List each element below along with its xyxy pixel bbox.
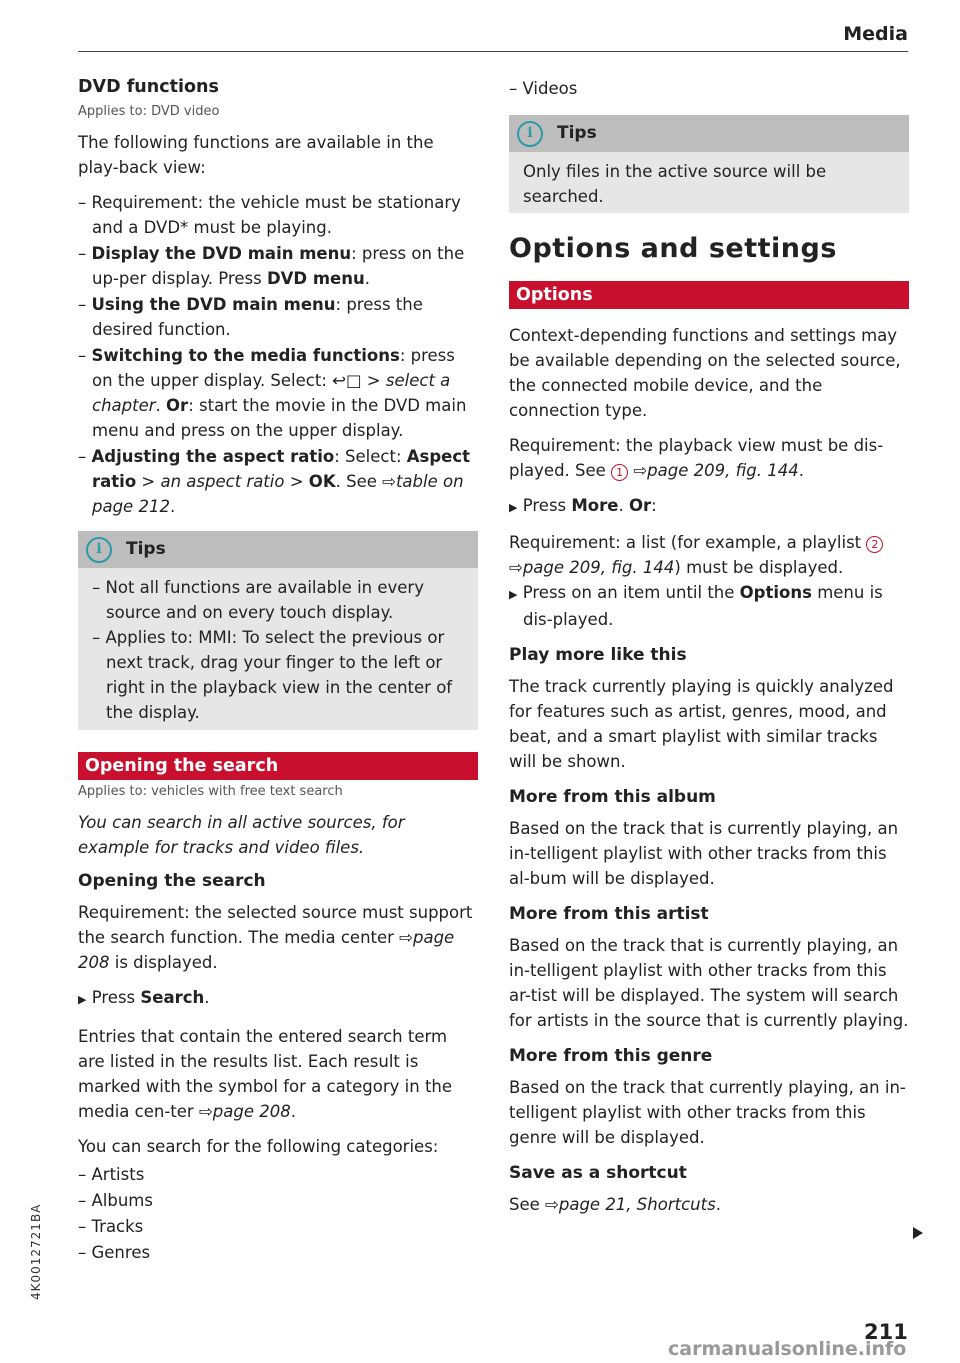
list-item: – Applies to: MMI: To select the previous or next track, drag your finger to the left or right in the playback view in the center of the display. — [92, 628, 453, 722]
cross-reference-link[interactable]: page 209, fig. 144 — [647, 461, 799, 480]
cross-reference-link[interactable]: page 21, Shortcuts — [558, 1195, 716, 1214]
back-icon: ↩□ — [332, 371, 362, 390]
list-item: – Requirement: the vehicle must be stationary and a DVD* must be playing. — [78, 193, 461, 237]
subsection-text: Based on the track that is currently playing, an in-telligent playlist with other tracks from this ar-tist will be displayed. The system will search for artists in the source that is currently playing. — [509, 936, 909, 1030]
callout-2-icon: 2 — [866, 536, 883, 553]
callout-1-icon: 1 — [611, 464, 628, 481]
list-item: – Not all functions are available in every source and on every touch display. — [92, 578, 424, 622]
options-bar: Options — [509, 281, 909, 309]
left-column — [78, 72, 478, 1266]
continue-arrow-icon — [913, 1227, 923, 1239]
subsection-text: The track currently playing is quickly analyzed for features such as artist, genres, mood, and beat, and a smart playlist with similar tracks will be shown. — [509, 677, 894, 771]
tips-header: i Tips — [78, 531, 478, 568]
instruction-step: ▶ Press Search. — [78, 988, 210, 1007]
cross-reference-link[interactable]: page 208 — [212, 1102, 291, 1121]
info-icon: i — [86, 537, 112, 563]
list-item: – Artists — [78, 1165, 145, 1184]
subsection-text: Based on the track that currently playing, an in-telligent playlist with other tracks from this genre will be displayed. — [509, 1078, 906, 1147]
instruction-step: ▶ Press More. Or: — [509, 496, 657, 515]
section-title: Media — [843, 23, 908, 45]
search-intro: You can search in all active sources, for example for tracks and video files. — [78, 813, 405, 857]
cross-reference-link[interactable]: table on page 212 — [92, 472, 464, 516]
bullet-icon: ▶ — [78, 993, 87, 1006]
header-rule — [78, 51, 908, 52]
subsection-heading: More from this artist — [509, 904, 709, 924]
tips-header: i Tips — [509, 115, 909, 152]
info-icon: i — [517, 121, 543, 147]
subsection-heading: More from this genre — [509, 1046, 713, 1066]
list-item: – Videos — [509, 79, 578, 98]
search-requirement: Requirement: the selected source must support the search function. The media center ⇨page 208 is displayed. — [78, 903, 473, 972]
watermark: carmanualsonline.info — [668, 1338, 907, 1360]
document-id: 4K0012721BA — [29, 1203, 43, 1300]
instruction-step: ▶ Press on an item until the Options menu is dis-played. — [509, 583, 883, 629]
subsection-text: Based on the track that is currently playing, an in-telligent playlist with other tracks from this al-bum will be displayed. — [509, 819, 899, 888]
entries-text: Entries that contain the entered search term are listed in the results list. Each result is marked with the symbol for a category in the media cen-ter ⇨page 208. — [78, 1027, 453, 1121]
right-column — [509, 76, 909, 1227]
dvd-functions-heading: DVD functions — [78, 77, 219, 97]
tips-box — [78, 531, 478, 730]
bullet-icon: ▶ — [509, 501, 518, 514]
search-applies: Applies to: vehicles with free text search — [78, 784, 343, 799]
requirement-list: Requirement: a list (for example, a playlist 2 ⇨page 209, fig. 144) must be displayed. — [509, 530, 909, 580]
list-item: – Genres — [78, 1243, 151, 1262]
shortcut-text: See ⇨page 21, Shortcuts. — [509, 1195, 721, 1214]
subsection-heading: More from this album — [509, 787, 716, 807]
list-item: – Display the DVD main menu: press on the up-per display. Press DVD menu. — [78, 244, 465, 288]
opening-search-heading: Opening the search — [78, 871, 266, 891]
list-item: – Switching to the media functions: press on the upper display. Select: ↩□ > select a chapter. Or: start the movie in the DVD main menu and press on the upper display. — [78, 346, 467, 440]
context-text: Context-depending functions and settings may be available depending on the selected source, the connected mobile device, and the connection type. — [509, 326, 901, 420]
page-number: 211 — [864, 1320, 908, 1344]
options-settings-heading: Options and settings — [509, 233, 837, 264]
dvd-applies: Applies to: DVD video — [78, 104, 220, 119]
dvd-intro: The following functions are available in the play-back view: — [78, 133, 434, 177]
opening-search-bar: Opening the search — [78, 752, 478, 780]
tips-body: Only files in the active source will be searched. — [523, 162, 827, 206]
list-item: – Using the DVD main menu: press the desired function. — [78, 295, 423, 339]
cross-reference-link[interactable]: page 209, fig. 144 — [522, 558, 675, 577]
list-item: – Tracks — [78, 1217, 144, 1236]
tips-body — [78, 568, 478, 730]
bullet-icon: ▶ — [509, 588, 518, 601]
subsection-heading: Play more like this — [509, 645, 687, 665]
list-item: – Albums — [78, 1191, 153, 1210]
requirement-playback: Requirement: the playback view must be dis-played. See 1 ⇨page 209, fig. 144. — [509, 436, 884, 480]
tips-box — [509, 115, 909, 213]
list-item: – Adjusting the aspect ratio: Select: Aspect ratio > an aspect ratio > OK. See ⇨table on page 212. — [78, 447, 471, 516]
cross-reference-link[interactable]: page 208 — [78, 928, 455, 972]
subsection-heading: Save as a shortcut — [509, 1163, 687, 1183]
categories-intro: You can search for the following categories: — [78, 1137, 439, 1156]
